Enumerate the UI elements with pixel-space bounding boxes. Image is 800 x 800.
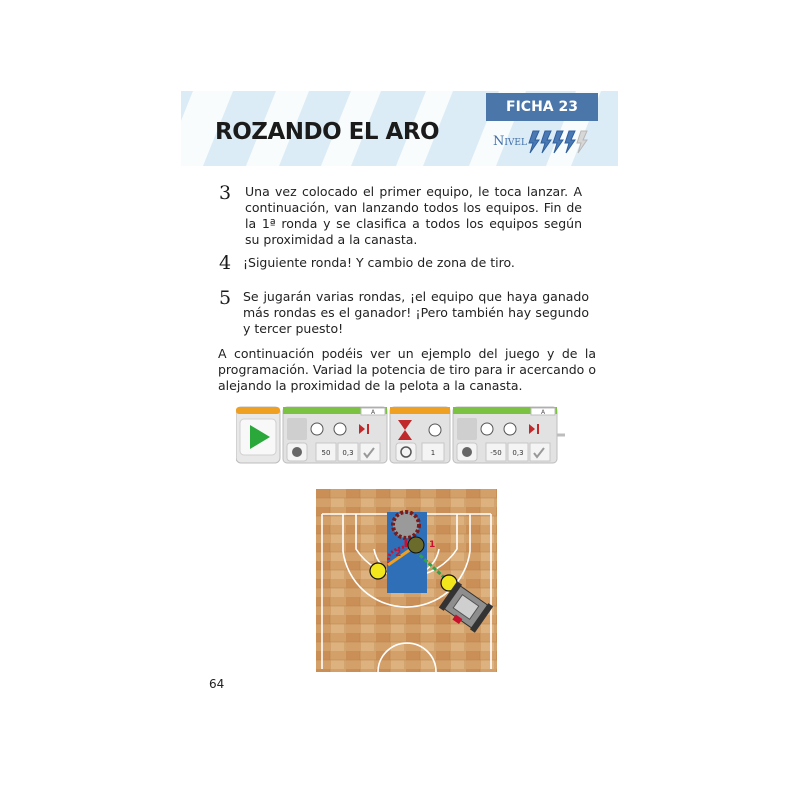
hoop-icon	[393, 512, 419, 538]
port-label-1: A	[370, 409, 376, 416]
step-text-5: Se jugarán varias rondas, ¡el equipo que haya ganado más rondas es el ganador! ¡Pero también hay segundo y tercer puesto!	[243, 289, 589, 336]
power-value-1: 50	[321, 449, 331, 457]
step-text-3: Una vez colocado el primer equipo, le toca lanzar. A continuación, van lanzando todos los equipos. Fin de la 1ª ronda y se clasifica a todos los equipos según su proximidad a la canasta.	[245, 184, 582, 247]
step-number-3: 3	[219, 182, 232, 204]
rotations-value-2: 0,3	[512, 449, 524, 457]
port-label-2: A	[540, 409, 546, 416]
power-value-2: -50	[490, 449, 502, 457]
page-title: ROZANDO EL ARO	[215, 119, 440, 145]
court-illustration	[316, 489, 497, 672]
program-blocks	[236, 405, 570, 467]
motor-block-1	[283, 407, 387, 463]
rotation-icon	[334, 423, 346, 435]
step-text-4: ¡Siguiente ronda! Y cambio de zona de tiro.	[243, 255, 515, 270]
level-label: Nivel	[493, 134, 527, 149]
ficha-badge: FICHA 23	[486, 93, 598, 121]
rotation-icon	[504, 423, 516, 435]
motor-icon	[287, 418, 307, 440]
speed-icon	[481, 423, 493, 435]
motor-block-2	[453, 407, 565, 463]
intro-paragraph: A continuación podéis ver un ejemplo del juego y de la programación. Variad la potencia de tiro para ir acercando o alejando la proximidad de la pelota a la canasta.	[218, 346, 596, 393]
label-2: 2	[395, 549, 402, 559]
page-number: 64	[209, 677, 225, 691]
speed-icon	[311, 423, 323, 435]
level-bolts-icon	[527, 130, 589, 154]
ball-in-hoop	[408, 537, 424, 553]
wait-block	[390, 407, 450, 463]
rotations-value-1: 0,3	[342, 449, 354, 457]
step-number-4: 4	[219, 252, 232, 274]
wait-value: 1	[430, 449, 436, 457]
motor-icon	[457, 418, 477, 440]
step-number-5: 5	[219, 287, 232, 309]
timer-icon	[429, 424, 441, 436]
label-1: 1	[429, 540, 436, 550]
ball-2	[370, 563, 386, 579]
start-block	[236, 407, 280, 463]
